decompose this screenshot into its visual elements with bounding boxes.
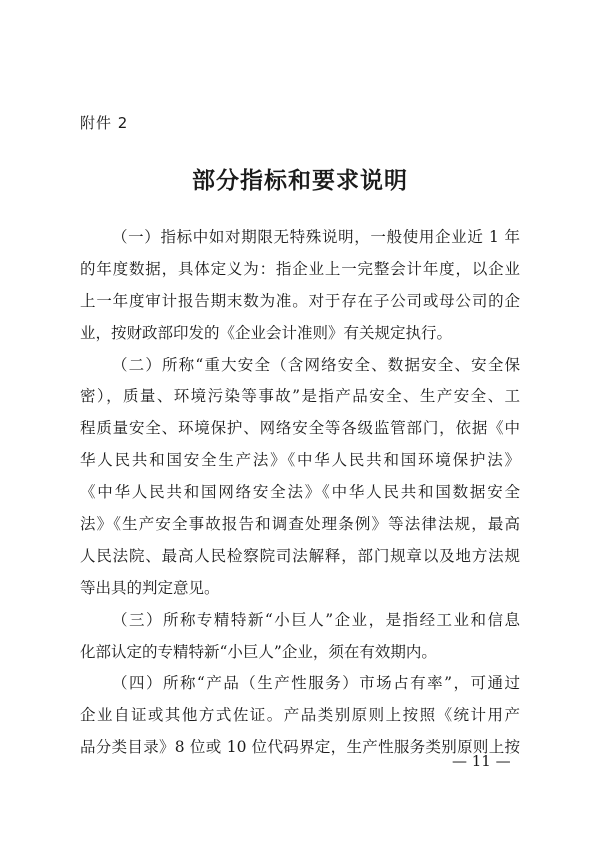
paragraph-1 — [80, 222, 520, 350]
paragraph-line: （四）所称“产品（生产性服务）市场占有率”，可通过 — [112, 674, 520, 693]
paragraph-line: 密），质量、环境污染等事故”是指产品安全、生产安全、工 — [80, 387, 520, 406]
paragraph-line: 等出具的判定意见。 — [80, 578, 220, 597]
paragraph-4 — [80, 668, 520, 764]
paragraph-line: （三）所称专精特新“小巨人”企业，是指经工业和信息 — [112, 610, 520, 629]
paragraph-line: 化部认定的专精特新“小巨人”企业，须在有效期内。 — [80, 642, 437, 661]
paragraph-line: 的年度数据，具体定义为：指企业上一完整会计年度，以企业 — [80, 259, 520, 278]
paragraph-line: （一）指标中如对期限无特殊说明，一般使用企业近 1 年 — [112, 228, 520, 246]
paragraph-line: 《中华人民共和国网络安全法》《中华人民共和国数据安全 — [80, 483, 520, 502]
annex-label: 附件 2 — [80, 114, 129, 132]
document-body — [80, 222, 520, 764]
paragraph-line: 业，按财政部印发的《企业会计准则》有关规定执行。 — [80, 323, 453, 342]
paragraph-line: 华人民共和国安全生产法》《中华人民共和国环境保护法》 — [80, 451, 520, 470]
paragraph-2 — [80, 350, 520, 605]
paragraph-line: 品分类目录》8 位或 10 位代码界定，生产性服务类别原则上按 — [80, 738, 520, 757]
document-title: 部分指标和要求说明 — [192, 168, 408, 194]
paragraph-line: 人民法院、最高人民检察院司法解释，部门规章以及地方法规 — [80, 546, 520, 565]
paragraph-line: 上一年度审计报告期末数为准。对于存在子公司或母公司的企 — [80, 291, 520, 310]
page-number: — 11 — — [452, 752, 511, 770]
paragraph-line: 法》《生产安全事故报告和调查处理条例》等法律法规，最高 — [80, 515, 520, 534]
paragraph-line: （二）所称“重大安全（含网络安全、数据安全、安全保 — [112, 355, 520, 374]
paragraph-line: 企业自证或其他方式佐证。产品类别原则上按照《统计用产 — [80, 706, 520, 725]
paragraph-3 — [80, 605, 520, 669]
paragraph-line: 程质量安全、环境保护、网络安全等各级监管部门，依据《中 — [80, 419, 520, 438]
